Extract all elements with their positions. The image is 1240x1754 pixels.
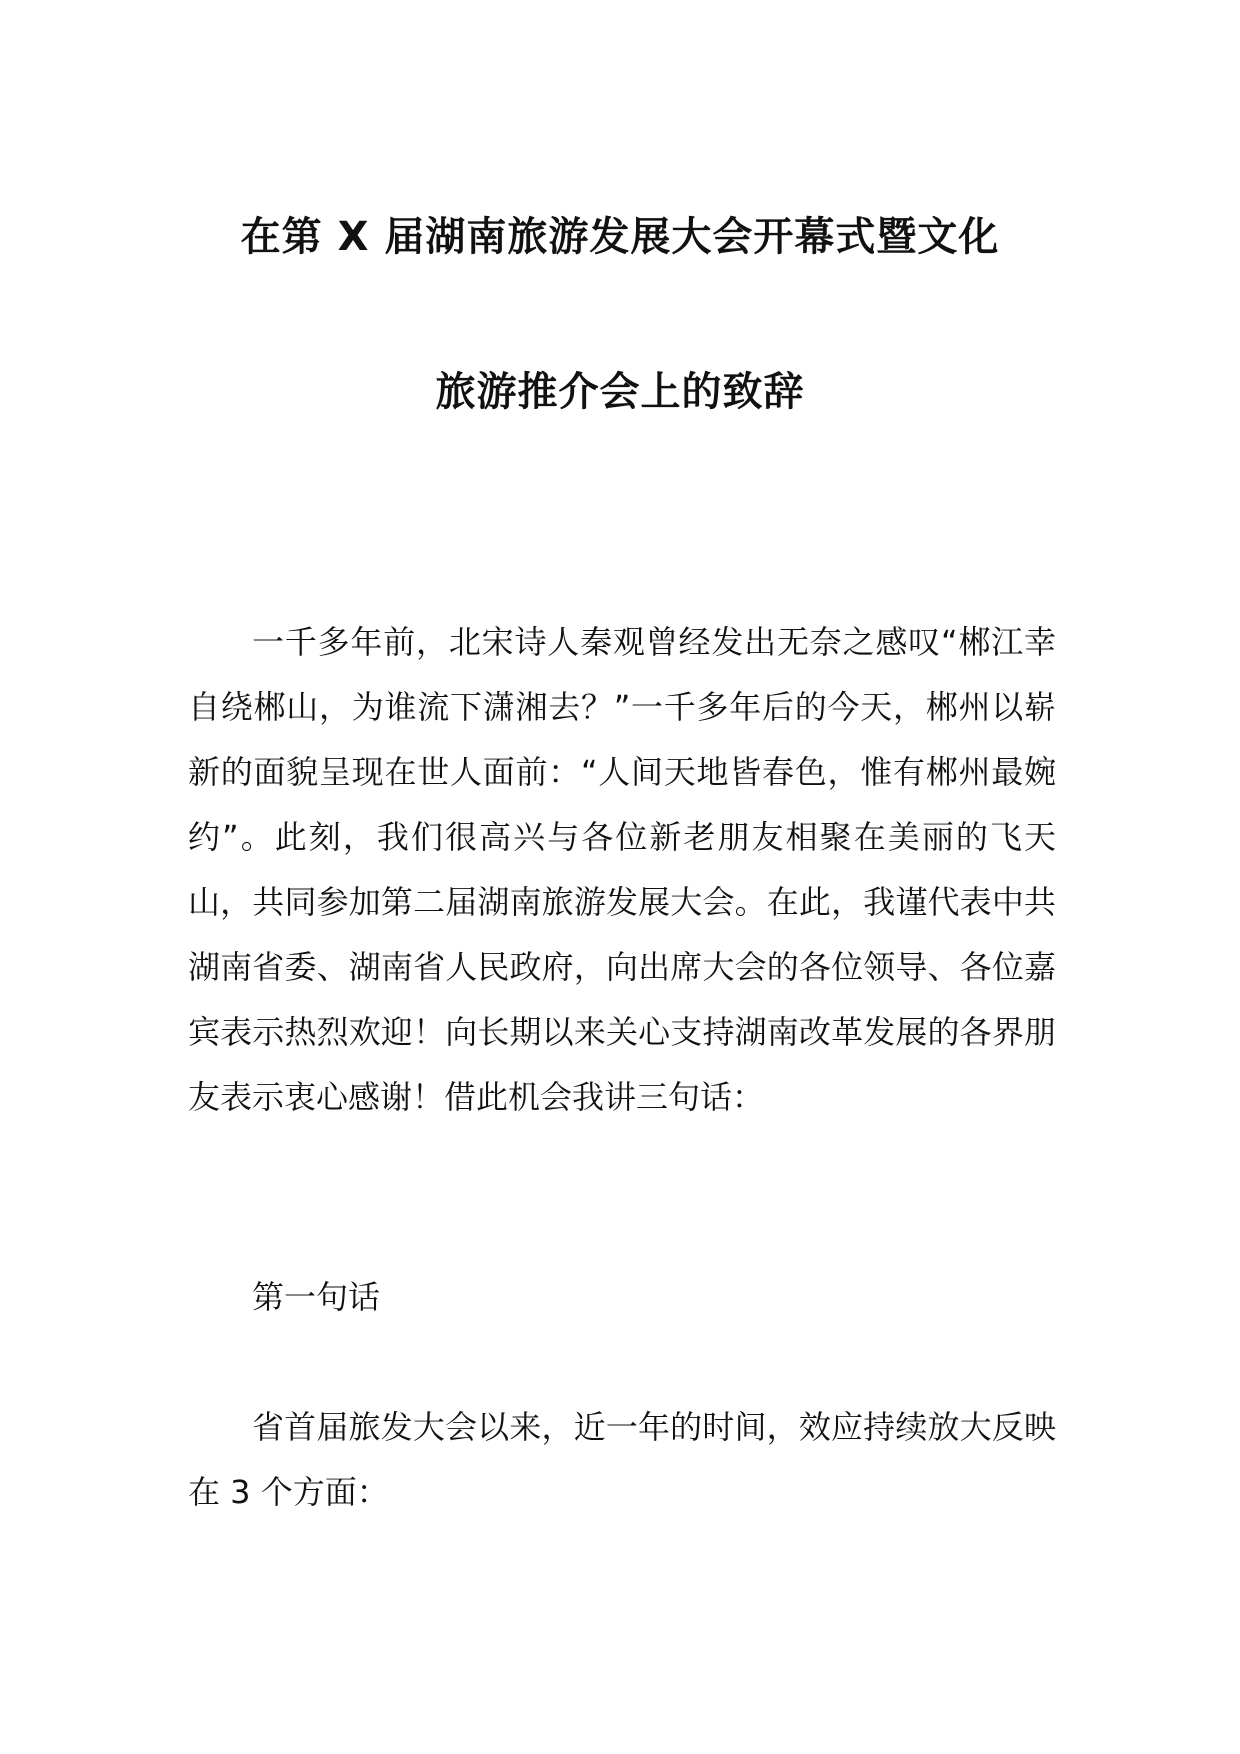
paragraph-opening [188, 610, 1056, 1130]
document-title-line-1: 在第 X 届湖南旅游发展大会开幕式暨文化 [240, 214, 1000, 260]
paragraph-second [188, 1395, 1056, 1525]
paragraph-text: 一千多年前，北宋诗人秦观曾经发出无奈之感叹“郴江幸自绕郴山，为谁流下潇湘去？”一千多年后的今天，郴州以崭新的面貌呈现在世人面前：“人间天地皆春色，惟有郴州最婉约”。此刻，我们很高兴与各位新老朋友相聚在美丽的飞天山，共同参加第二届湖南旅游发展大会。在此，我谨代表中共湖南省委、湖南省人民政府，向出席大会的各位领导、各位嘉宾表示热烈欢迎！向长期以来关心支持湖南改革发展的各界朋友表示衷心感谢！借此机会我讲三句话： [188, 623, 1056, 1116]
section-heading-text: 第一句话 [252, 1278, 381, 1316]
document-title-line-2: 旅游推介会上的致辞 [435, 369, 805, 415]
section-heading [188, 1265, 1056, 1330]
paragraph-text: 省首届旅发大会以来，近一年的时间，效应持续放大反映在 3 个方面： [188, 1408, 1056, 1511]
